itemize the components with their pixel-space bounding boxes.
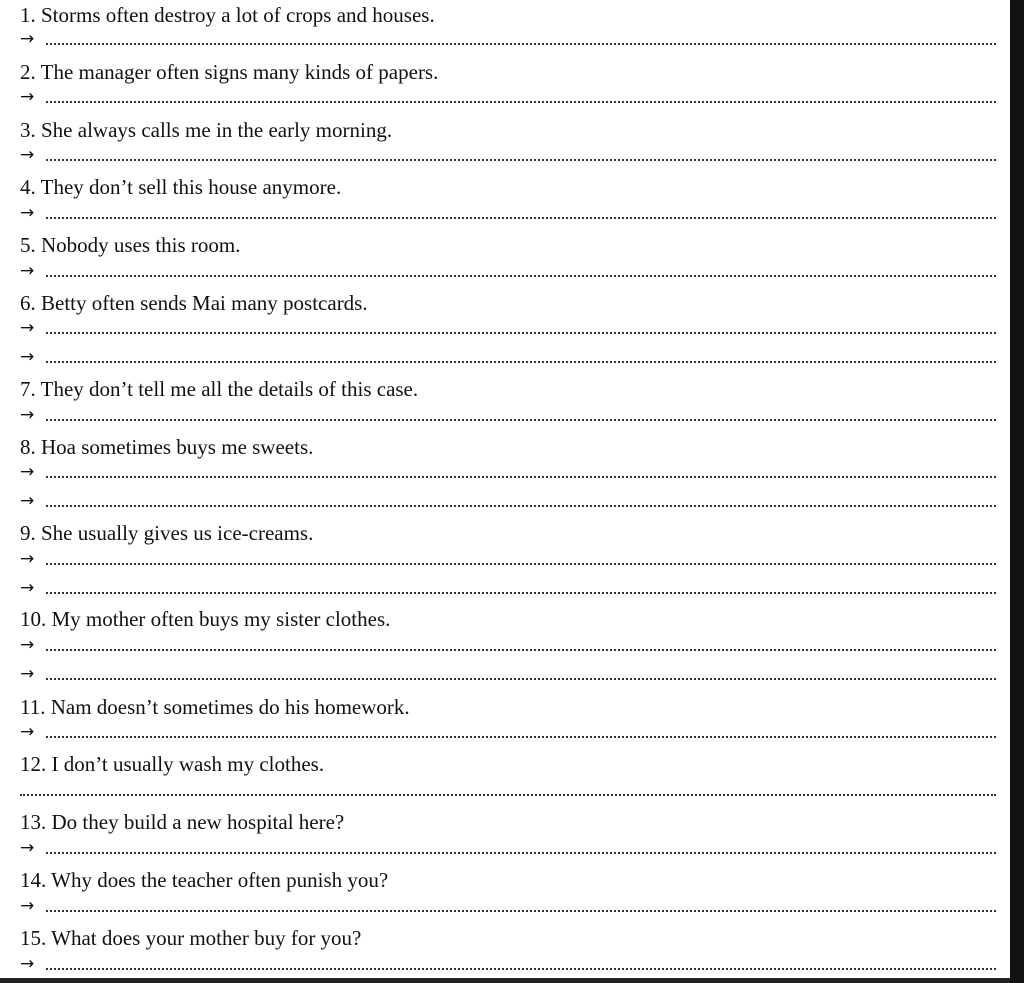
- arrow-icon: →: [20, 664, 35, 684]
- arrow-icon: →: [20, 462, 35, 482]
- question-text: They don’t sell this house anymore.: [40, 175, 342, 199]
- question-number: 13.: [20, 810, 47, 834]
- arrow-icon: →: [20, 145, 35, 165]
- question-8: [20, 435, 313, 459]
- arrow-icon: →: [20, 635, 35, 655]
- dotted-line: [46, 361, 996, 363]
- question-number: 15.: [20, 926, 47, 950]
- question-text: Do they build a new hospital here?: [51, 810, 345, 834]
- dotted-line: [46, 968, 996, 970]
- question-text: I don’t usually wash my clothes.: [51, 752, 325, 776]
- question-14: [20, 868, 388, 892]
- question-12: [20, 752, 324, 776]
- question-number: 2.: [20, 60, 36, 84]
- answer-line-12[interactable]: [20, 777, 996, 799]
- question-9: [20, 521, 313, 545]
- answer-line-4[interactable]: [20, 200, 996, 222]
- answer-line-2[interactable]: [20, 84, 996, 106]
- question-text: Betty often sends Mai many postcards.: [41, 291, 368, 315]
- question-number: 8.: [20, 435, 36, 459]
- question-number: 3.: [20, 118, 36, 142]
- question-number: 14.: [20, 868, 47, 892]
- dotted-line: [46, 910, 996, 912]
- dotted-line: [46, 592, 996, 594]
- question-7: [20, 377, 418, 401]
- question-number: 10.: [20, 607, 47, 631]
- dotted-line: [46, 43, 996, 45]
- question-number: 4.: [20, 175, 36, 199]
- arrow-icon: →: [20, 954, 35, 974]
- arrow-icon: →: [20, 722, 35, 742]
- question-2: [20, 60, 438, 84]
- dotted-line: [46, 852, 996, 854]
- arrow-icon: →: [20, 578, 35, 598]
- arrow-icon: →: [20, 491, 35, 511]
- question-number: 1.: [20, 3, 36, 27]
- arrow-icon: →: [20, 347, 35, 367]
- answer-line-11[interactable]: [20, 719, 996, 741]
- answer-line-5[interactable]: [20, 258, 996, 280]
- dotted-line: [46, 101, 996, 103]
- page-bottom-border: [0, 978, 1010, 983]
- question-3: [20, 118, 392, 142]
- page-right-border: [1010, 0, 1024, 983]
- dotted-line: [46, 159, 996, 161]
- answer-line-15[interactable]: [20, 951, 996, 973]
- question-number: 6.: [20, 291, 36, 315]
- dotted-line: [46, 649, 996, 651]
- question-13: [20, 810, 344, 834]
- question-number: 5.: [20, 233, 36, 257]
- answer-line-6a[interactable]: [20, 315, 996, 337]
- question-number: 11.: [20, 695, 46, 719]
- question-text: Hoa sometimes buys me sweets.: [41, 435, 314, 459]
- answer-line-13[interactable]: [20, 835, 996, 857]
- arrow-icon: →: [20, 203, 35, 223]
- question-text: Nobody uses this room.: [41, 233, 241, 257]
- answer-line-7[interactable]: [20, 402, 996, 424]
- question-4: [20, 175, 341, 199]
- question-text: They don’t tell me all the details of this case.: [40, 377, 419, 401]
- arrow-icon: →: [20, 318, 35, 338]
- question-text: Nam doesn’t sometimes do his homework.: [50, 695, 410, 719]
- question-text: She usually gives us ice-creams.: [41, 521, 314, 545]
- dotted-line: [46, 419, 996, 421]
- arrow-icon: →: [20, 29, 35, 49]
- question-text: The manager often signs many kinds of papers.: [40, 60, 439, 84]
- question-15: [20, 926, 361, 950]
- answer-line-9a[interactable]: [20, 546, 996, 568]
- question-10: [20, 607, 390, 631]
- arrow-icon: →: [20, 896, 35, 916]
- answer-line-6b[interactable]: [20, 344, 996, 366]
- answer-line-3[interactable]: [20, 142, 996, 164]
- question-11: [20, 695, 410, 719]
- question-6: [20, 291, 368, 315]
- dotted-line: [46, 476, 996, 478]
- answer-line-10a[interactable]: [20, 632, 996, 654]
- answer-line-10b[interactable]: [20, 661, 996, 683]
- dotted-line: [20, 794, 996, 796]
- arrow-icon: →: [20, 549, 35, 569]
- question-number: 7.: [20, 377, 36, 401]
- dotted-line: [46, 332, 996, 334]
- question-text: Why does the teacher often punish you?: [51, 868, 389, 892]
- answer-line-8b[interactable]: [20, 488, 996, 510]
- question-text: What does your mother buy for you?: [51, 926, 362, 950]
- answer-line-8a[interactable]: [20, 459, 996, 481]
- question-text: Storms often destroy a lot of crops and houses.: [41, 3, 435, 27]
- arrow-icon: →: [20, 405, 35, 425]
- question-text: She always calls me in the early morning.: [41, 118, 393, 142]
- question-number: 9.: [20, 521, 36, 545]
- dotted-line: [46, 275, 996, 277]
- question-5: [20, 233, 241, 257]
- dotted-line: [46, 678, 996, 680]
- question-number: 12.: [20, 752, 47, 776]
- dotted-line: [46, 505, 996, 507]
- question-text: My mother often buys my sister clothes.: [51, 607, 391, 631]
- answer-line-14[interactable]: [20, 893, 996, 915]
- answer-line-1[interactable]: [20, 26, 996, 48]
- arrow-icon: →: [20, 87, 35, 107]
- arrow-icon: →: [20, 261, 35, 281]
- answer-line-9b[interactable]: [20, 575, 996, 597]
- dotted-line: [46, 736, 996, 738]
- arrow-icon: →: [20, 838, 35, 858]
- dotted-line: [46, 217, 996, 219]
- question-1: [20, 3, 435, 27]
- dotted-line: [46, 563, 996, 565]
